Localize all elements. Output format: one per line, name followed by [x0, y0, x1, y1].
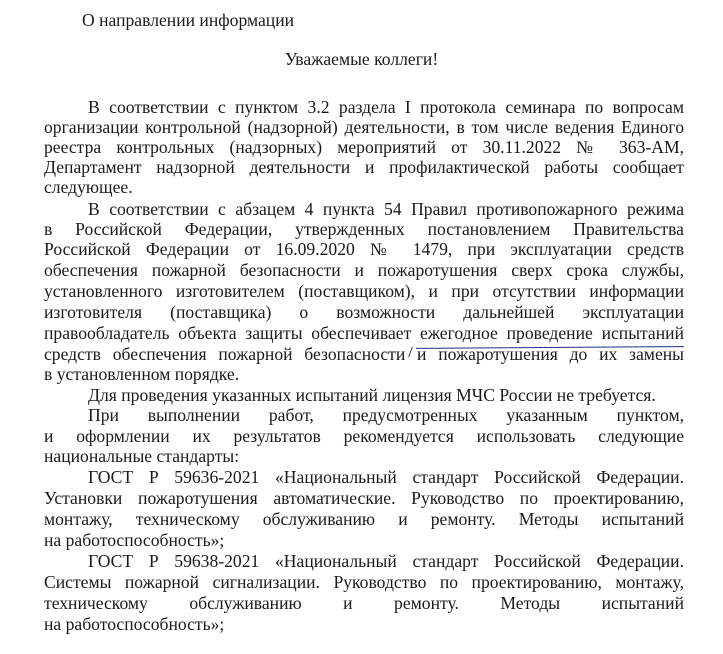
paragraph-5-line-3: монтажу, техническому обслуживанию и ремонту. Методы испытаний: [44, 509, 684, 529]
paragraph-6-line-1: ГОСТ Р 59638-2021 «Национальный стандарт Российской Федерации.: [88, 551, 684, 571]
paragraph-2-line-8: средств обеспечения пожарной безопасности и пожаротушения до их замены: [44, 344, 684, 364]
paragraph-2-line-5: установленного изготовителем (поставщиком), и при отсутствии информации: [44, 281, 684, 301]
paragraph-2-line-2: в Российской Федерации, утвержденных постановлением Правительства: [44, 219, 684, 239]
paragraph-1-line-1: В соответствии с пунктом 3.2 раздела I протокола семинара по вопросам: [88, 97, 684, 117]
paragraph-2-line-7: правообладатель объекта защиты обеспечивает ежегодное проведение испытаний: [44, 323, 684, 343]
paragraph-4-line-2: и оформлении их результатов рекомендуется использовать следующие: [44, 426, 684, 446]
paragraph-1-line-3: реестра контрольных (надзорных) мероприятий от 30.11.2022 № 363-АМ,: [44, 137, 684, 157]
paragraph-1-line-5: следующее.: [44, 177, 133, 197]
paragraph-2-line-9: в установленном порядке.: [44, 364, 240, 384]
paragraph-4-line-1: При выполнении работ, предусмотренных указанным пунктом,: [88, 405, 684, 425]
paragraph-3-line-1: Для проведения указанных испытаний лицензия МЧС России не требуется.: [88, 385, 656, 405]
salutation: Уважаемые коллеги!: [284, 49, 439, 69]
paragraph-2-line-6: изготовителя (поставщика) о возможности дальнейшей эксплуатации: [44, 302, 684, 322]
paragraph-2-line-4: обеспечения пожарной безопасности и пожаротушения сверх срока службы,: [44, 260, 684, 280]
paragraph-2-line-1: В соответствии с абзацем 4 пункта 54 Правил противопожарного режима: [88, 199, 684, 219]
paragraph-1-line-2: организации контрольной (надзорной) деятельности, в том числе ведения Единого: [44, 117, 684, 137]
paragraph-1-line-4: Департамент надзорной деятельности и профилактической работы сообщает: [44, 157, 684, 177]
paragraph-6-line-4: на работоспособность»;: [44, 614, 225, 634]
paragraph-6-line-2: Системы пожарной сигнализации. Руководство по проектированию, монтажу,: [44, 572, 684, 592]
paragraph-4-line-3: национальные стандарты:: [44, 446, 240, 466]
paragraph-6-line-3: техническому обслуживанию и ремонту. Методы испытаний: [44, 593, 684, 613]
paragraph-5-line-2: Установки пожаротушения автоматические. Руководство по проектированию,: [44, 488, 684, 508]
subject-line: О направлении информации: [82, 10, 295, 30]
paragraph-2-line-3: Российской Федерации от 16.09.2020 № 1479, при эксплуатации средств: [44, 239, 684, 259]
paragraph-5-line-4: на работоспособность»;: [44, 530, 225, 550]
paragraph-5-line-1: ГОСТ Р 59636-2021 «Национальный стандарт Российской Федерации.: [88, 467, 684, 487]
